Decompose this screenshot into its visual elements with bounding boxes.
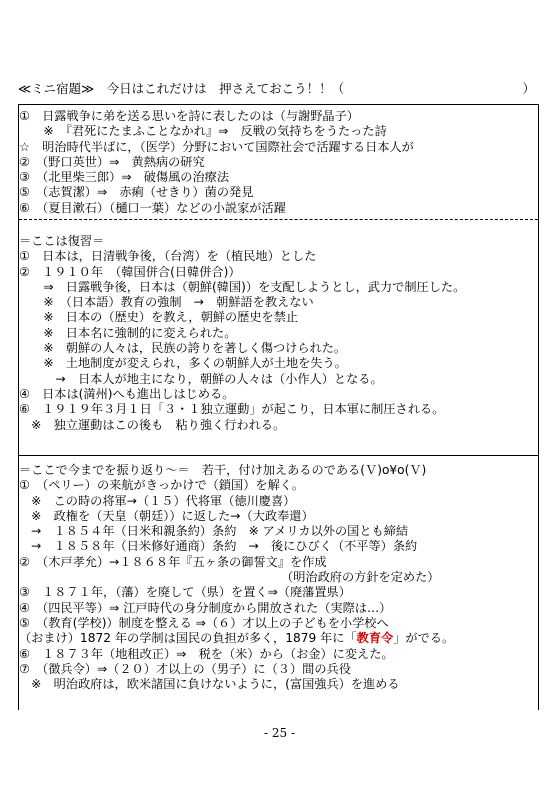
homework-answer-blank: ） [522,81,535,96]
text-line: ＝ここで今までを振り返り～＝ 若干，付け加えあるのである(Ｖ)o¥o(Ｖ) [19,463,427,477]
omake-post: 」がでる。 [393,631,455,646]
text-line: ※ 日本名に強制的に変えられた。 [19,325,237,340]
text-line: → 日本人が地主になり，朝鮮の人々は（小作人）となる。 [19,371,383,386]
text-line: ※ 政権を（天皇（朝廷））に返した→（大政奉還） [19,508,314,523]
text-line: ④ （四民平等）⇒ 江戸時代の身分制度から開放された（実際は…） [19,600,392,615]
section-meiji-review [19,463,538,692]
text-line: → １８５８年（日米修好通商）条約 → 後にひびく（不平等）条約 [19,539,418,554]
text-line: （明治政府の方針を定めた） [19,570,440,585]
text-line: ※ 朝鮮の人々は，民族の誇りを著しく傷つけられた。 [19,341,347,356]
text-line: ※ （日本語）教育の強制 → 朝鮮語を教えない [19,295,314,310]
text-line: ③ １８７１年，（藩）を廃して（県）を置く⇒（廃藩置県） [19,585,351,600]
text-line: ※ この時の将軍→（１５）代将軍（徳川慶喜） [19,493,296,508]
text-line: ① 日露戦争に弟を送る思いを詩に表したのは（与謝野晶子） [19,109,359,123]
section-divider [19,219,538,220]
homework-header [18,79,543,97]
worksheet-box [18,104,539,710]
text-line: ☆ 明治時代半ばに，（医学）分野において国際社会で活躍する日本人が [19,139,414,154]
text-line: ② （野口英世）⇒ 黄熱病の研究 [19,154,205,169]
omake-highlight: 教育令 [356,631,394,646]
omake-pre: （おまけ）1872 年の学制は国民の負担が多く，1879 年に「 [19,631,357,646]
text-line: ＝ここは復習＝ [19,234,105,248]
text-line: ② （木戸孝允）→１８６８年『五ヶ条の御誓文』を作成 [19,554,327,569]
text-line: ① 日本は，日清戦争後，（台湾）を（植民地）とした [19,249,317,264]
text-line: ⑦ （徴兵令）⇒（２０）才以上の（男子）に（３）間の兵役 [19,661,351,676]
text-line: ③ （北里柴三郎）⇒ 破傷風の治療法 [19,170,230,185]
text-line: ⇒ 日露戦争後，日本は（朝鮮(韓国)）を支配しようとし，武力で制圧した。 [19,279,466,294]
text-line: ※ 明治政府は，欧米諸国に負けないように，(富国強兵）を進める [19,677,400,692]
text-line: ② １９１０年 （韓国併合(日韓併合)） [19,264,241,279]
text-line: ⑥ （夏目漱石）（樋口一葉）などの小説家が活躍 [19,200,286,215]
section-meiji-culture [19,109,538,216]
text-line: ⑥ １９１９年３月１日「３・１独立運動」が起こり，日本軍に制圧される。 [19,402,445,417]
section-review-korea [19,234,538,433]
text-line: ⑤ （教育(学校)）制度を整える ⇒（６）才以上の子どもを小学校へ [19,615,389,630]
omake-note [19,631,538,646]
text-line: ④ 日本は(満州)へも進出しはじめる。 [19,386,235,401]
text-line: ① （ペリー）の来航がきっかけで（鎖国）を解く。 [19,478,304,493]
page-number: - 25 - [263,726,295,740]
text-line: ※ 日本の（歴史）を教え，朝鮮の歴史を禁止 [19,310,299,325]
text-line: ⑥ １８７３年（地租改正）⇒ 税を（米）から（お金）に変えた。 [19,646,394,661]
homework-title: ≪ミニ宿題≫ 今日はこれだけは 押さえておこう！！（ [18,81,345,96]
section-divider [19,455,538,456]
text-line: ⑤ （志賀潔）⇒ 赤痢（せきり）菌の発見 [19,185,254,200]
text-line: → １８５４年（日米和親条約）条約 ※ アメリカ以外の国とも締結 [19,524,409,539]
text-line: ※ 独立運動はこの後も 粘り強く行われる。 [19,417,286,432]
text-line: ※ 土地制度が変えられ，多くの朝鮮人が土地を失う。 [19,356,347,371]
text-line: ※ 『君死にたまふことなかれ』⇒ 反戦の気持ちをうたった詩 [19,124,387,139]
